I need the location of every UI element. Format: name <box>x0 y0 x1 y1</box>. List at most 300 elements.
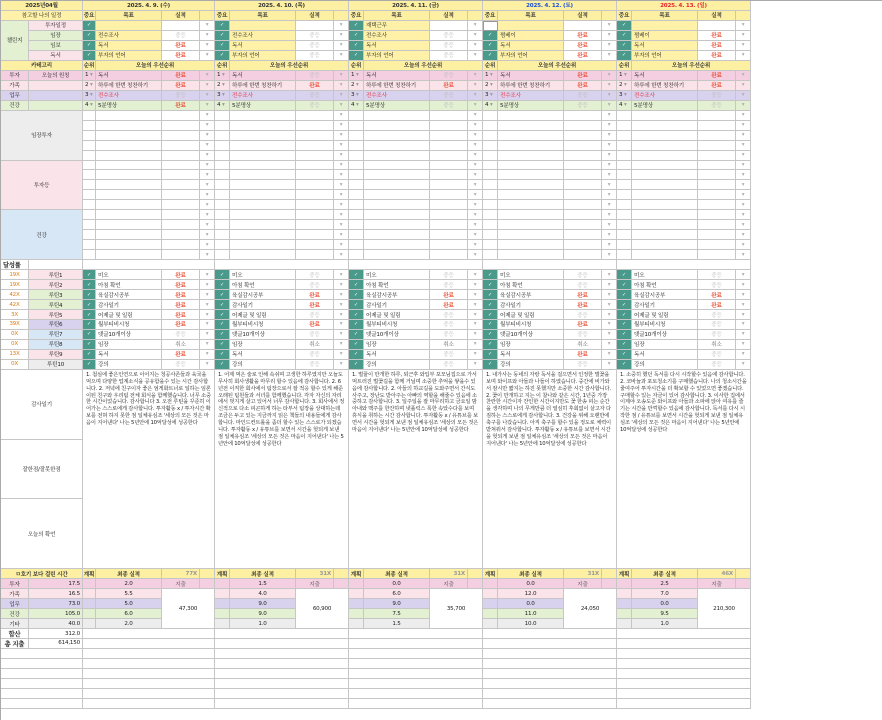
empty-cell[interactable] <box>230 170 296 180</box>
priority-status[interactable]: 중등 <box>698 101 736 111</box>
dropdown-arrow-icon[interactable]: ▾ <box>334 91 349 101</box>
dropdown-arrow-icon[interactable]: ▾ <box>468 240 483 250</box>
plan-checkbox[interactable]: ✓ <box>83 51 96 61</box>
routine-checkbox[interactable]: ✓ <box>215 340 230 350</box>
routine-checkbox[interactable]: ✓ <box>617 340 632 350</box>
routine-checkbox[interactable]: ✓ <box>215 280 230 290</box>
priority-rank[interactable] <box>349 101 364 111</box>
rank-dropdown-icon[interactable]: ▾ <box>221 82 225 89</box>
plan-goal[interactable] <box>96 21 162 31</box>
plan-status[interactable]: 중등 <box>296 41 334 51</box>
dropdown-arrow-icon[interactable]: ▾ <box>602 51 617 61</box>
dropdown-arrow-icon[interactable]: ▾ <box>736 170 751 180</box>
routine-status[interactable]: 중등 <box>698 320 736 330</box>
routine-checkbox[interactable]: ✓ <box>483 270 498 280</box>
routine-status[interactable]: 중등 <box>296 360 334 370</box>
empty-cell[interactable] <box>632 131 698 141</box>
plan-goal[interactable] <box>632 21 698 31</box>
dropdown-arrow-icon[interactable]: ▾ <box>602 131 617 141</box>
routine-checkbox[interactable]: ✓ <box>215 330 230 340</box>
routine-checkbox[interactable]: ✓ <box>215 300 230 310</box>
plan-status[interactable] <box>430 21 468 31</box>
dropdown-arrow-icon[interactable]: ▾ <box>736 71 751 81</box>
routine-checkbox[interactable]: ✓ <box>349 280 364 290</box>
dropdown-arrow-icon[interactable]: ▾ <box>736 111 751 121</box>
dropdown-arrow-icon[interactable]: ▾ <box>468 101 483 111</box>
dropdown-arrow-icon[interactable]: ▾ <box>334 51 349 61</box>
dropdown-arrow-icon[interactable]: ▾ <box>468 51 483 61</box>
dropdown-arrow-icon[interactable]: ▾ <box>468 111 483 121</box>
dropdown-arrow-icon[interactable]: ▾ <box>602 330 617 340</box>
plan-checkbox[interactable]: ✓ <box>215 51 230 61</box>
empty-cell[interactable] <box>364 220 430 230</box>
dropdown-arrow-icon[interactable]: ▾ <box>200 31 215 41</box>
routine-status[interactable]: 완료 <box>698 300 736 310</box>
dropdown-arrow-icon[interactable]: ▾ <box>736 210 751 220</box>
empty-cell[interactable] <box>364 170 430 180</box>
routine-checkbox[interactable]: ✓ <box>617 320 632 330</box>
routine-status[interactable]: 중등 <box>698 360 736 370</box>
dropdown-arrow-icon[interactable]: ▾ <box>200 121 215 131</box>
routine-checkbox[interactable]: ✓ <box>83 340 96 350</box>
empty-cell[interactable] <box>230 250 296 260</box>
priority-rank[interactable] <box>215 91 230 101</box>
dropdown-arrow-icon[interactable]: ▾ <box>602 200 617 210</box>
priority-item[interactable]: 5분명상 <box>364 101 430 111</box>
routine-checkbox[interactable]: ✓ <box>83 310 96 320</box>
reflection-text[interactable]: 1. 소중히 했던 독서를 다시 시작할수 있음에 감사합니다. 2. 코바늘과 포토청소기를 구매했습니다. 나의 청소시간을 줄여주어 투자시간을 더 확보할 수 있었으면 좋겠습니다. 구매할수 있는 자금이 있어 감사합니다. 3. 이사한 집에서 이제야 오송도준 와이프와 아들과 소파에 앉아 여유를 즐기는 시간을 만끽할수 있음에 감사합니다. 독서를 다시 시작한 점 / 유튜브를 보면서 시간을 헛되게 보낸 점 일체유심조 '세상의 모든 것은 마음이 지어낸다' 나는 5년안에 10억달성에 성공한다 <box>617 370 751 569</box>
priority-status[interactable]: 완료 <box>564 81 602 91</box>
priority-item[interactable]: 독서 <box>498 71 564 81</box>
empty-cell[interactable] <box>96 210 162 220</box>
routine-status[interactable]: 중등 <box>430 310 468 320</box>
empty-cell[interactable] <box>498 151 564 161</box>
routine-checkbox[interactable]: ✓ <box>483 310 498 320</box>
routine-status[interactable]: 완료 <box>296 320 334 330</box>
plan-status[interactable]: 완료 <box>698 31 736 41</box>
dropdown-arrow-icon[interactable]: ▾ <box>334 170 349 180</box>
routine-status[interactable]: 완료 <box>162 350 200 360</box>
priority-item[interactable]: 하루에 한번 칭찬하기 <box>498 81 564 91</box>
dropdown-arrow-icon[interactable]: ▾ <box>200 220 215 230</box>
dropdown-arrow-icon[interactable]: ▾ <box>602 230 617 240</box>
dropdown-arrow-icon[interactable]: ▾ <box>602 151 617 161</box>
plan-checkbox[interactable]: ✓ <box>215 41 230 51</box>
dropdown-arrow-icon[interactable]: ▾ <box>468 330 483 340</box>
empty-cell[interactable] <box>230 111 296 121</box>
dropdown-arrow-icon[interactable]: ▾ <box>334 31 349 41</box>
plan-status[interactable]: 완료 <box>698 41 736 51</box>
dropdown-arrow-icon[interactable]: ▾ <box>334 131 349 141</box>
priority-status[interactable]: 완료 <box>162 81 200 91</box>
dropdown-arrow-icon[interactable]: ▾ <box>468 290 483 300</box>
routine-checkbox[interactable]: ✓ <box>617 300 632 310</box>
routine-status[interactable]: 완료 <box>296 290 334 300</box>
dropdown-arrow-icon[interactable]: ▾ <box>602 71 617 81</box>
dropdown-arrow-icon[interactable]: ▾ <box>736 131 751 141</box>
priority-item[interactable]: 전수조사 <box>498 91 564 101</box>
priority-status[interactable]: 완료 <box>162 101 200 111</box>
routine-checkbox[interactable]: ✓ <box>83 280 96 290</box>
empty-cell[interactable] <box>632 161 698 171</box>
routine-status[interactable]: 중등 <box>162 330 200 340</box>
routine-status[interactable]: 중등 <box>564 270 602 280</box>
dropdown-arrow-icon[interactable]: ▾ <box>334 41 349 51</box>
rank-dropdown-icon[interactable]: ▾ <box>355 72 359 79</box>
dropdown-arrow-icon[interactable]: ▾ <box>602 170 617 180</box>
dropdown-arrow-icon[interactable]: ▾ <box>602 350 617 360</box>
priority-rank[interactable] <box>617 101 632 111</box>
plan-status[interactable]: 완료 <box>564 41 602 51</box>
dropdown-arrow-icon[interactable]: ▾ <box>736 180 751 190</box>
empty-cell[interactable] <box>230 230 296 240</box>
dropdown-arrow-icon[interactable]: ▾ <box>334 190 349 200</box>
dropdown-arrow-icon[interactable]: ▾ <box>602 121 617 131</box>
reflection-text[interactable]: 1. 벌꿀이 만개한 하루, 퇴근후 와입부 포모님집으로 가서 먹트러진 벌꽃길을 함께 거닐며 소중한 추억을 쌓을수 있음에 감사합니다. 2. 아들의 하교길을 도와주면서 간식도 사주고, 장난도 받아주는 아빠의 역할을 해줄수 있음에 소중하고 감사합니다. 3. 일주일을 잘 마무리하고 금요일 밤 아내와 맥주를 한잔하며 넷플릭스 록한 속았수다를 보며 휴식을 취하는 시간 감사합니다. 투자활동 x / 유튜브를 보면서 시간을 헛되게 보낸 점 일체유심조 '세상의 모든 것은 마음이 지어낸다' 나는 5년안에 10억달성에 성공한다 <box>349 370 483 569</box>
plan-goal[interactable]: 독서 <box>230 41 296 51</box>
dropdown-arrow-icon[interactable]: ▾ <box>200 290 215 300</box>
routine-status[interactable]: 중등 <box>698 350 736 360</box>
empty-cell[interactable] <box>632 141 698 151</box>
empty-cell[interactable] <box>96 250 162 260</box>
empty-cell[interactable] <box>96 161 162 171</box>
priority-rank[interactable] <box>349 91 364 101</box>
dropdown-arrow-icon[interactable]: ▾ <box>602 320 617 330</box>
routine-status[interactable]: 중등 <box>430 320 468 330</box>
empty-cell[interactable] <box>230 180 296 190</box>
dropdown-arrow-icon[interactable]: ▾ <box>736 280 751 290</box>
dropdown-arrow-icon[interactable]: ▾ <box>602 91 617 101</box>
dropdown-arrow-icon[interactable]: ▾ <box>200 230 215 240</box>
priority-item[interactable]: 독서 <box>364 71 430 81</box>
empty-cell[interactable] <box>632 250 698 260</box>
priority-rank[interactable] <box>83 81 96 91</box>
routine-status[interactable]: 완료 <box>296 300 334 310</box>
dropdown-arrow-icon[interactable]: ▾ <box>736 310 751 320</box>
dropdown-arrow-icon[interactable]: ▾ <box>334 330 349 340</box>
empty-cell[interactable] <box>498 141 564 151</box>
priority-rank[interactable] <box>215 71 230 81</box>
plan-checkbox[interactable]: ✓ <box>349 41 364 51</box>
plan-status[interactable]: 중등 <box>430 41 468 51</box>
routine-checkbox[interactable]: ✓ <box>215 290 230 300</box>
dropdown-arrow-icon[interactable]: ▾ <box>200 240 215 250</box>
dropdown-arrow-icon[interactable]: ▾ <box>200 210 215 220</box>
dropdown-arrow-icon[interactable]: ▾ <box>334 350 349 360</box>
routine-checkbox[interactable]: ✓ <box>83 270 96 280</box>
routine-status[interactable]: 취소 <box>698 340 736 350</box>
priority-rank[interactable] <box>483 81 498 91</box>
routine-status[interactable]: 완료 <box>162 280 200 290</box>
empty-cell[interactable] <box>230 190 296 200</box>
empty-cell[interactable] <box>498 200 564 210</box>
plan-checkbox[interactable]: ✓ <box>617 21 632 31</box>
routine-checkbox[interactable]: ✓ <box>349 330 364 340</box>
empty-cell[interactable] <box>632 111 698 121</box>
dropdown-arrow-icon[interactable]: ▾ <box>736 230 751 240</box>
dropdown-arrow-icon[interactable]: ▾ <box>736 220 751 230</box>
empty-cell[interactable] <box>498 180 564 190</box>
rank-dropdown-icon[interactable]: ▾ <box>355 82 359 89</box>
dropdown-arrow-icon[interactable]: ▾ <box>602 270 617 280</box>
dropdown-arrow-icon[interactable]: ▾ <box>468 320 483 330</box>
dropdown-arrow-icon[interactable]: ▾ <box>602 180 617 190</box>
routine-status[interactable]: 중등 <box>296 330 334 340</box>
dropdown-arrow-icon[interactable]: ▾ <box>200 51 215 61</box>
routine-checkbox[interactable]: ✓ <box>349 360 364 370</box>
plan-status[interactable] <box>698 21 736 31</box>
routine-checkbox[interactable]: ✓ <box>83 300 96 310</box>
priority-status[interactable]: 중등 <box>162 91 200 101</box>
empty-cell[interactable] <box>364 210 430 220</box>
routine-checkbox[interactable]: ✓ <box>483 320 498 330</box>
reflection-text[interactable]: 1. 내가사는 동네의 자랑 독서을 걸으면서 인정한 벌꽃을 보며 와이프와 아들과 나들이 하였습니다. 중간에 비가와서 잠시만 짧지는 하진 못했지만 소중한 시간 감사합니다. 2. 꽃이 만개하고 지는 이 찰나와 같은 시간, 1년중 가장 찬란한 시간이자 잔인한 시간이지만도 꽃 한송 피는 순간을 생각하며 나의 무게만큼 더 열심히 후회없이 살고자 다짐하는 스스로에게 감사합니다. 3. 건강을 위해 오랜만에 축구를 나갔습니다. 아직 축구를 할수 있을 정도로 체력이 받쳐줘서 감사합니다. 투자활동 x / 유튜브를 보면서 시간을 헛되게 보낸 점 일체유심조 '세상의 모든 것은 마음이 지어낸다' 나는 5년안에 10억달성에 성공한다 <box>483 370 617 569</box>
routine-status[interactable]: 중등 <box>564 310 602 320</box>
priority-status[interactable]: 중등 <box>296 71 334 81</box>
routine-checkbox[interactable]: ✓ <box>83 360 96 370</box>
dropdown-arrow-icon[interactable]: ▾ <box>736 31 751 41</box>
dropdown-arrow-icon[interactable]: ▾ <box>736 91 751 101</box>
routine-status[interactable]: 중등 <box>698 310 736 320</box>
priority-item[interactable]: 독서 <box>96 71 162 81</box>
dropdown-arrow-icon[interactable]: ▾ <box>602 340 617 350</box>
routine-status[interactable]: 완료 <box>564 300 602 310</box>
dropdown-arrow-icon[interactable]: ▾ <box>334 200 349 210</box>
plan-status[interactable] <box>162 21 200 31</box>
dropdown-arrow-icon[interactable]: ▾ <box>602 101 617 111</box>
empty-cell[interactable] <box>632 180 698 190</box>
dropdown-arrow-icon[interactable]: ▾ <box>468 220 483 230</box>
priority-item[interactable]: 하루에 한번 칭찬하기 <box>632 81 698 91</box>
empty-cell[interactable] <box>96 190 162 200</box>
dropdown-arrow-icon[interactable]: ▾ <box>200 320 215 330</box>
routine-status[interactable]: 중등 <box>698 270 736 280</box>
routine-status[interactable]: 중등 <box>430 360 468 370</box>
empty-cell[interactable] <box>230 210 296 220</box>
dropdown-arrow-icon[interactable]: ▾ <box>200 340 215 350</box>
dropdown-arrow-icon[interactable]: ▾ <box>334 210 349 220</box>
empty-cell[interactable] <box>364 121 430 131</box>
dropdown-arrow-icon[interactable]: ▾ <box>602 280 617 290</box>
empty-cell[interactable] <box>364 151 430 161</box>
dropdown-arrow-icon[interactable]: ▾ <box>468 21 483 31</box>
plan-checkbox[interactable]: ✓ <box>483 31 498 41</box>
dropdown-arrow-icon[interactable]: ▾ <box>736 141 751 151</box>
routine-status[interactable]: 취소 <box>162 340 200 350</box>
plan-checkbox[interactable]: ✓ <box>617 31 632 41</box>
dropdown-arrow-icon[interactable]: ▾ <box>334 290 349 300</box>
dropdown-arrow-icon[interactable]: ▾ <box>468 200 483 210</box>
dropdown-arrow-icon[interactable]: ▾ <box>334 340 349 350</box>
priority-status[interactable]: 중등 <box>296 101 334 111</box>
rank-dropdown-icon[interactable]: ▾ <box>623 102 627 109</box>
empty-cell[interactable] <box>230 141 296 151</box>
routine-status[interactable]: 중등 <box>430 280 468 290</box>
routine-status[interactable]: 취소 <box>296 340 334 350</box>
routine-checkbox[interactable]: ✓ <box>617 350 632 360</box>
routine-status[interactable]: 중등 <box>564 360 602 370</box>
rank-dropdown-icon[interactable]: ▾ <box>221 102 225 109</box>
routine-status[interactable]: 중등 <box>698 280 736 290</box>
priority-rank[interactable] <box>483 71 498 81</box>
routine-status[interactable]: 중등 <box>296 310 334 320</box>
dropdown-arrow-icon[interactable]: ▾ <box>200 151 215 161</box>
dropdown-arrow-icon[interactable]: ▾ <box>200 111 215 121</box>
dropdown-arrow-icon[interactable]: ▾ <box>602 310 617 320</box>
dropdown-arrow-icon[interactable]: ▾ <box>200 91 215 101</box>
empty-cell[interactable] <box>632 230 698 240</box>
empty-cell[interactable] <box>96 121 162 131</box>
plan-status[interactable]: 완료 <box>564 31 602 41</box>
dropdown-arrow-icon[interactable]: ▾ <box>200 270 215 280</box>
empty-cell[interactable] <box>632 220 698 230</box>
rank-dropdown-icon[interactable]: ▾ <box>489 72 493 79</box>
plan-checkbox[interactable]: ✓ <box>349 21 364 31</box>
empty-cell[interactable] <box>498 250 564 260</box>
routine-checkbox[interactable]: ✓ <box>215 320 230 330</box>
routine-checkbox[interactable]: ✓ <box>617 360 632 370</box>
dropdown-arrow-icon[interactable]: ▾ <box>334 270 349 280</box>
routine-checkbox[interactable]: ✓ <box>617 330 632 340</box>
dropdown-arrow-icon[interactable]: ▾ <box>736 81 751 91</box>
priority-rank[interactable] <box>349 81 364 91</box>
rank-dropdown-icon[interactable]: ▾ <box>355 102 359 109</box>
empty-cell[interactable] <box>498 161 564 171</box>
dropdown-arrow-icon[interactable]: ▾ <box>468 270 483 280</box>
dropdown-arrow-icon[interactable]: ▾ <box>736 151 751 161</box>
empty-cell[interactable] <box>364 230 430 240</box>
dropdown-arrow-icon[interactable]: ▾ <box>468 190 483 200</box>
priority-item[interactable]: 하루에 한번 칭찬하기 <box>364 81 430 91</box>
priority-rank[interactable] <box>83 91 96 101</box>
plan-goal[interactable]: 부자의 언어 <box>498 51 564 61</box>
priority-rank[interactable] <box>617 71 632 81</box>
dropdown-arrow-icon[interactable]: ▾ <box>602 300 617 310</box>
dropdown-arrow-icon[interactable]: ▾ <box>468 41 483 51</box>
priority-rank[interactable] <box>83 71 96 81</box>
priority-status[interactable]: 완료 <box>296 81 334 91</box>
dropdown-arrow-icon[interactable]: ▾ <box>334 151 349 161</box>
priority-status[interactable]: 중등 <box>430 101 468 111</box>
dropdown-arrow-icon[interactable]: ▾ <box>200 41 215 51</box>
dropdown-arrow-icon[interactable]: ▾ <box>602 190 617 200</box>
plan-goal[interactable]: 독서 <box>632 41 698 51</box>
dropdown-arrow-icon[interactable]: ▾ <box>468 230 483 240</box>
dropdown-arrow-icon[interactable]: ▾ <box>468 141 483 151</box>
routine-status[interactable]: 완료 <box>162 300 200 310</box>
empty-cell[interactable] <box>632 210 698 220</box>
empty-cell[interactable] <box>230 161 296 171</box>
dropdown-arrow-icon[interactable]: ▾ <box>334 111 349 121</box>
routine-status[interactable]: 중등 <box>430 270 468 280</box>
routine-status[interactable]: 완료 <box>564 320 602 330</box>
dropdown-arrow-icon[interactable]: ▾ <box>200 250 215 260</box>
priority-status[interactable]: 완료 <box>698 71 736 81</box>
dropdown-arrow-icon[interactable]: ▾ <box>200 161 215 171</box>
dropdown-arrow-icon[interactable]: ▾ <box>200 131 215 141</box>
dropdown-arrow-icon[interactable]: ▾ <box>468 360 483 370</box>
priority-item[interactable]: 5분명상 <box>96 101 162 111</box>
routine-checkbox[interactable]: ✓ <box>83 320 96 330</box>
rank-dropdown-icon[interactable]: ▾ <box>489 82 493 89</box>
plan-checkbox[interactable]: ✓ <box>483 41 498 51</box>
routine-status[interactable]: 중등 <box>296 280 334 290</box>
priority-status[interactable]: 중등 <box>564 101 602 111</box>
routine-checkbox[interactable]: ✓ <box>617 310 632 320</box>
dropdown-arrow-icon[interactable]: ▾ <box>602 210 617 220</box>
routine-checkbox[interactable]: ✓ <box>349 350 364 360</box>
empty-cell[interactable] <box>498 111 564 121</box>
dropdown-arrow-icon[interactable]: ▾ <box>468 350 483 360</box>
routine-status[interactable]: 중등 <box>698 330 736 340</box>
empty-cell[interactable] <box>96 111 162 121</box>
plan-goal[interactable]: 독서 <box>364 41 430 51</box>
priority-status[interactable]: 중등 <box>296 91 334 101</box>
plan-status[interactable]: 중등 <box>162 31 200 41</box>
plan-goal[interactable]: 부자의 언어 <box>230 51 296 61</box>
routine-checkbox[interactable]: ✓ <box>483 350 498 360</box>
priority-item[interactable]: 독서 <box>230 71 296 81</box>
plan-goal[interactable]: 부자의 언어 <box>364 51 430 61</box>
empty-cell[interactable] <box>498 240 564 250</box>
empty-cell[interactable] <box>364 131 430 141</box>
empty-cell[interactable] <box>632 170 698 180</box>
priority-item[interactable]: 전수조사 <box>230 91 296 101</box>
empty-cell[interactable] <box>230 240 296 250</box>
priority-item[interactable]: 전수조사 <box>96 91 162 101</box>
empty-cell[interactable] <box>96 230 162 240</box>
dropdown-arrow-icon[interactable]: ▾ <box>334 121 349 131</box>
dropdown-arrow-icon[interactable]: ▾ <box>602 360 617 370</box>
dropdown-arrow-icon[interactable]: ▾ <box>200 330 215 340</box>
dropdown-arrow-icon[interactable]: ▾ <box>602 111 617 121</box>
plan-goal[interactable]: 쩜베이 <box>498 31 564 41</box>
empty-cell[interactable] <box>498 190 564 200</box>
rank-dropdown-icon[interactable]: ▾ <box>489 102 493 109</box>
routine-checkbox[interactable]: ✓ <box>215 350 230 360</box>
priority-status[interactable]: 완료 <box>698 81 736 91</box>
dropdown-arrow-icon[interactable]: ▾ <box>334 240 349 250</box>
routine-checkbox[interactable]: ✓ <box>83 350 96 360</box>
routine-checkbox[interactable]: ✓ <box>349 320 364 330</box>
dropdown-arrow-icon[interactable]: ▾ <box>334 161 349 171</box>
rank-dropdown-icon[interactable]: ▾ <box>221 72 225 79</box>
dropdown-arrow-icon[interactable]: ▾ <box>468 31 483 41</box>
routine-status[interactable]: 중등 <box>430 350 468 360</box>
rank-dropdown-icon[interactable]: ▾ <box>89 92 93 99</box>
dropdown-arrow-icon[interactable]: ▾ <box>334 81 349 91</box>
plan-goal[interactable]: 독서 <box>498 41 564 51</box>
routine-status[interactable]: 취소 <box>430 340 468 350</box>
routine-status[interactable]: 중등 <box>296 270 334 280</box>
dropdown-arrow-icon[interactable]: ▾ <box>736 161 751 171</box>
dropdown-arrow-icon[interactable]: ▾ <box>468 170 483 180</box>
empty-cell[interactable] <box>364 141 430 151</box>
routine-checkbox[interactable]: ✓ <box>483 340 498 350</box>
empty-cell[interactable] <box>364 180 430 190</box>
dropdown-arrow-icon[interactable]: ▾ <box>200 101 215 111</box>
dropdown-arrow-icon[interactable]: ▾ <box>334 230 349 240</box>
empty-cell[interactable] <box>364 250 430 260</box>
empty-cell[interactable] <box>96 131 162 141</box>
dropdown-arrow-icon[interactable]: ▾ <box>736 290 751 300</box>
plan-goal[interactable]: 전수조사 <box>96 31 162 41</box>
empty-cell[interactable] <box>364 111 430 121</box>
priority-item[interactable]: 5분명상 <box>632 101 698 111</box>
dropdown-arrow-icon[interactable]: ▾ <box>200 280 215 290</box>
priority-item[interactable]: 하루에 한번 칭찬하기 <box>96 81 162 91</box>
dropdown-arrow-icon[interactable]: ▾ <box>334 300 349 310</box>
